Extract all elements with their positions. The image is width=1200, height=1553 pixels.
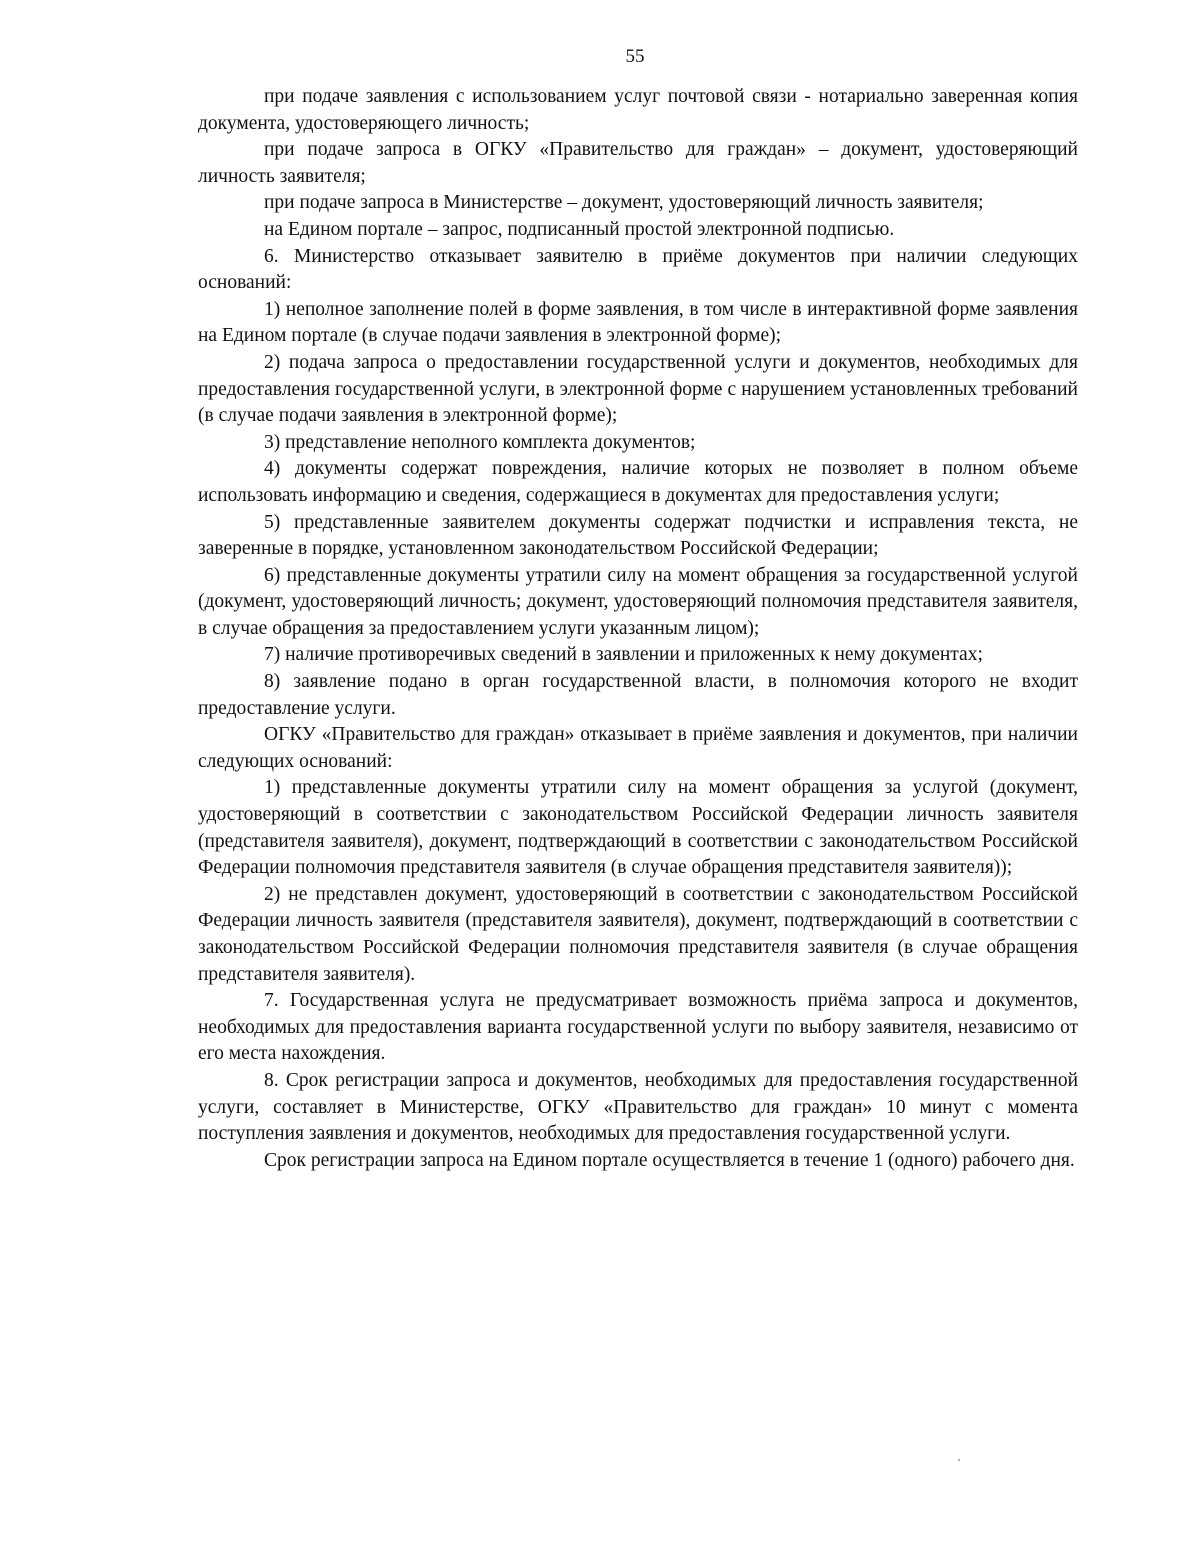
paragraph-ministry-refusal-2: 2) подача запроса о предоставлении государственной услуги и документов, необходимых для предоставления государственной услуги, в электронной форме с нарушением установленных требований (в случае подачи заявления в электронной форме); [198,351,1078,427]
paragraph-ministry-refusal-5: 5) представленные заявителем документы содержат подчистки и исправления текста, не заверенные в порядке, установленном законодательством Российской Федерации; [198,511,1078,560]
paragraph-ministry-refusal-3: 3) представление неполного комплекта документов; [264,431,696,453]
paragraph-portal-registration-term: Срок регистрации запроса на Едином портале осуществляется в течение 1 (одного) рабочего дня. [264,1149,1075,1171]
paragraph-ogku-refusal-heading: ОГКУ «Правительство для граждан» отказывает в приёме заявления и документов, при наличии следующих оснований: [198,724,1078,772]
paragraph-ministry-refusal-8: 8) заявление подано в орган государственной власти, в полномочия которого не входит предоставление услуги. [198,671,1078,719]
paragraph-portal-submission: на Едином портале – запрос, подписанный простой электронной подписью. [264,218,895,240]
paragraph-ministry-submission: при подаче запроса в Министерстве – документ, удостоверяющий личность заявителя; [264,192,984,214]
paragraph-section-7: 7. Государственная услуга не предусматривает возможность приёма запроса и документов, необходимых для предоставления варианта государственной услуги по выбору заявителя, независимо от его места нахождения. [198,990,1078,1065]
paragraph-ministry-refusal-6: 6) представленные документы утратили силу на момент обращения за государственной услугой (документ, удостоверяющий личность; документ, удостоверяющий полномочия представителя заявителя, в случае обращения за предоставлением услуги указанным лицом); [198,564,1078,639]
paragraph-ogku-refusal-1: 1) представленные документы утратили силу на момент обращения за услугой (документ, удостоверяющий в соответствии с законодательством Российской Федерации личность заявителя (представителя заявителя), документ, подтверждающий в соответствии с законодательством Российской Федерации полномочия представителя заявителя (в случае обращения представителя заявителя)); [198,777,1078,879]
paragraph-ministry-refusal-1: 1) неполное заполнение полей в форме заявления, в том числе в интерактивной форме заявления на Едином портале (в случае подачи заявления в электронной форме); [198,298,1078,347]
paragraph-ogku-refusal-2: 2) не представлен документ, удостоверяющий в соответствии с законодательством Российской Федерации личность заявителя (представителя заявителя), документ, подтверждающий в соответствии с законодательством Российской Федерации полномочия представителя заявителя (в случае обращения представителя заявителя). [198,883,1078,985]
paragraph-postal-submission: при подаче заявления с использованием услуг почтовой связи - нотариально заверенная копия документа, удостоверяющего личность; [198,86,1078,134]
document-body [198,84,1078,1174]
paragraph-ministry-refusal-heading: 6. Министерство отказывает заявителю в приёме документов при наличии следующих оснований: [198,245,1078,294]
scan-speck [958,1459,960,1461]
paragraph-ogku-submission: при подаче запроса в ОГКУ «Правительство для граждан» – документ, удостоверяющий личность заявителя; [198,139,1078,187]
paragraph-ministry-refusal-7: 7) наличие противоречивых сведений в заявлении и приложенных к нему документах; [264,644,983,666]
paragraph-ministry-refusal-4: 4) документы содержат повреждения, наличие которых не позволяет в полном объеме использовать информацию и сведения, содержащиеся в документах для предоставления услуги; [198,458,1078,506]
paragraph-section-8: 8. Срок регистрации запроса и документов, необходимых для предоставления государственной услуги, составляет в Министерстве, ОГКУ «Правительство для граждан» 10 минут с момента поступления заявления и документов, необходимых для предоставления государственной услуги. [198,1069,1078,1145]
page-number: 55 [625,46,645,67]
